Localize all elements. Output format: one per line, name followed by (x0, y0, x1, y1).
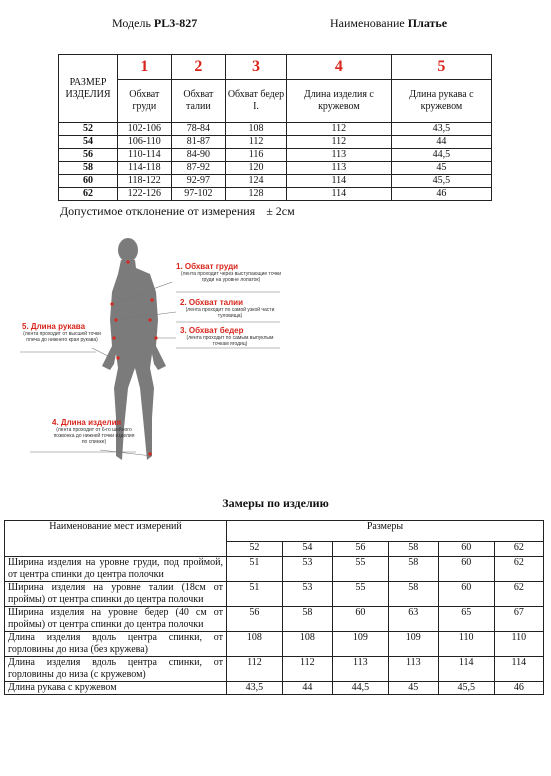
measurement-value: 60 (332, 607, 388, 632)
measurement-name: Ширина изделия на уровне груди, под проймой, от центра спинки до центра полочки (5, 557, 227, 582)
sizes-header: Размеры (227, 521, 544, 542)
measurement-value: 109 (332, 632, 388, 657)
label-chest-title: 1. Обхват груди (176, 262, 239, 271)
measurement-row (5, 682, 544, 695)
measurement-row (5, 582, 544, 607)
label-waist-note: (лента проходит по самой узкой части туловища) (185, 307, 275, 319)
size-value-cell: 124 (226, 175, 287, 188)
tolerance-note (60, 204, 295, 219)
size-cell: 54 (59, 136, 118, 149)
size-cell: 60 (59, 175, 118, 188)
name-value: Платье (407, 16, 448, 30)
size-cell: 52 (59, 123, 118, 136)
measurement-value: 51 (227, 557, 283, 582)
measurement-value: 113 (332, 657, 388, 682)
label-length-title: 4. Длина изделия (52, 418, 122, 427)
size-value-cell: 97-102 (171, 188, 225, 201)
size-row (59, 188, 492, 201)
label-hips-title: 3. Обхват бедер (180, 326, 244, 335)
size-value-cell: 114-118 (118, 162, 172, 175)
col-label: Длина рукава с кружевом (391, 80, 491, 123)
measurement-row (5, 632, 544, 657)
measurements-table (4, 520, 544, 695)
size-value-cell: 102-106 (118, 123, 172, 136)
size-value-cell: 87-92 (171, 162, 225, 175)
size-value-cell: 78-84 (171, 123, 225, 136)
label-hips (180, 326, 280, 347)
label-waist (180, 298, 280, 319)
size-table-body (59, 123, 492, 201)
measurement-value: 53 (282, 582, 332, 607)
name-label: Наименование (330, 16, 405, 30)
measurement-value: 55 (332, 582, 388, 607)
size-value-cell: 113 (286, 162, 391, 175)
size-cell: 62 (59, 188, 118, 201)
measurement-value: 58 (282, 607, 332, 632)
size-value-cell: 120 (226, 162, 287, 175)
measurements-body (5, 557, 544, 695)
measurement-value: 114 (438, 657, 494, 682)
size-value-cell: 112 (286, 123, 391, 136)
label-chest-note: (лента проходит через выступающие точки груди на уровне лопаток) (180, 271, 282, 283)
measurement-value: 65 (438, 607, 494, 632)
measurement-value: 63 (388, 607, 438, 632)
size-value-cell: 46 (391, 188, 491, 201)
measurement-value: 45 (388, 682, 438, 695)
size-row (59, 123, 492, 136)
tolerance-text: Допустимое отклонение от измерения (60, 204, 256, 218)
measurement-name: Длина рукава с кружевом (5, 682, 227, 695)
measurement-name: Ширина изделия на уровне бедер (40 см от проймы) от центра спинки до центра полочки (5, 607, 227, 632)
label-waist-title: 2. Обхват талии (180, 298, 243, 307)
measurement-value: 55 (332, 557, 388, 582)
measurement-value: 60 (438, 557, 494, 582)
size-value-cell: 43,5 (391, 123, 491, 136)
size-value-cell: 108 (226, 123, 287, 136)
measurement-value: 112 (282, 657, 332, 682)
size-value-cell: 45 (391, 162, 491, 175)
measurement-value: 62 (494, 557, 543, 582)
col-label: Длина изделия с кружевом (286, 80, 391, 123)
measurement-value: 108 (227, 632, 283, 657)
size-header-cell: 60 (438, 542, 494, 557)
measurement-row (5, 657, 544, 682)
measurement-value: 51 (227, 582, 283, 607)
measurement-value: 46 (494, 682, 543, 695)
measurement-value: 110 (494, 632, 543, 657)
measurement-name: Ширина изделия на уровне талии (18см от проймы) от центра спинки до центра полочки (5, 582, 227, 607)
size-value-cell: 92-97 (171, 175, 225, 188)
col-number: 3 (226, 55, 287, 80)
measurement-value: 60 (438, 582, 494, 607)
size-corner-label: РАЗМЕР ИЗДЕЛИЯ (59, 55, 118, 123)
measurement-value: 43,5 (227, 682, 283, 695)
measurement-value: 44,5 (332, 682, 388, 695)
measurement-row (5, 557, 544, 582)
size-row (59, 175, 492, 188)
measurement-value: 114 (494, 657, 543, 682)
size-value-cell: 112 (226, 136, 287, 149)
measurement-value: 58 (388, 582, 438, 607)
measurement-value: 109 (388, 632, 438, 657)
col-number: 1 (118, 55, 172, 80)
size-value-cell: 114 (286, 188, 391, 201)
size-value-cell: 84-90 (171, 149, 225, 162)
size-row (59, 162, 492, 175)
measurement-value: 112 (227, 657, 283, 682)
model-label: Модель (112, 16, 151, 30)
size-header-cell: 52 (227, 542, 283, 557)
col-number: 2 (171, 55, 225, 80)
size-row (59, 136, 492, 149)
measurement-value: 67 (494, 607, 543, 632)
measurements-title: Замеры по изделию (222, 496, 329, 510)
name-header (330, 16, 447, 31)
measurement-value: 58 (388, 557, 438, 582)
label-chest (176, 262, 286, 283)
size-value-cell: 110-114 (118, 149, 172, 162)
size-table (58, 54, 492, 201)
size-value-cell: 128 (226, 188, 287, 201)
size-row (59, 149, 492, 162)
measurement-value: 45,5 (438, 682, 494, 695)
size-value-cell: 44 (391, 136, 491, 149)
place-header: Наименование мест измерений (5, 521, 227, 557)
col-label: Обхват груди (118, 80, 172, 123)
measurement-name: Длина изделия вдоль центра спинки, от горловины до низа (с кружевом) (5, 657, 227, 682)
size-value-cell: 106-110 (118, 136, 172, 149)
size-value-cell: 118-122 (118, 175, 172, 188)
measurement-value: 56 (227, 607, 283, 632)
size-header-cell: 54 (282, 542, 332, 557)
size-header-cell: 62 (494, 542, 543, 557)
label-sleeve-note: (лента проходит от высшей точки плеча до нижнего края рукава) (23, 331, 101, 343)
col-number: 5 (391, 55, 491, 80)
label-sleeve (22, 322, 102, 343)
label-hips-note: (лента проходит по самым выпуклым точкам ягодиц) (186, 335, 274, 347)
model-value: PL3-827 (153, 16, 198, 30)
col-label: Обхват талии (171, 80, 225, 123)
size-value-cell: 113 (286, 149, 391, 162)
measurement-name: Длина изделия вдоль центра спинки, от горловины до низа (без кружева) (5, 632, 227, 657)
size-value-cell: 116 (226, 149, 287, 162)
label-length-note: (лента проходит от 6-го шейного позвонка до нижней точки изделия по спинке) (53, 427, 135, 445)
size-value-cell: 122-126 (118, 188, 172, 201)
size-cell: 58 (59, 162, 118, 175)
tolerance-value: ± 2см (266, 204, 295, 218)
measurement-value: 113 (388, 657, 438, 682)
measurement-value: 53 (282, 557, 332, 582)
size-value-cell: 44,5 (391, 149, 491, 162)
label-length (52, 418, 136, 445)
label-sleeve-title: 5. Длина рукава (22, 322, 86, 331)
measurement-row (5, 607, 544, 632)
model-header (112, 16, 197, 31)
size-header-cell: 58 (388, 542, 438, 557)
col-label: Обхват бедер I. (226, 80, 287, 123)
size-value-cell: 112 (286, 136, 391, 149)
size-value-cell: 81-87 (171, 136, 225, 149)
measurement-value: 110 (438, 632, 494, 657)
size-cell: 56 (59, 149, 118, 162)
size-value-cell: 45,5 (391, 175, 491, 188)
col-number: 4 (286, 55, 391, 80)
measurement-value: 62 (494, 582, 543, 607)
size-value-cell: 114 (286, 175, 391, 188)
measurement-value: 108 (282, 632, 332, 657)
size-header-cell: 56 (332, 542, 388, 557)
measurement-value: 44 (282, 682, 332, 695)
